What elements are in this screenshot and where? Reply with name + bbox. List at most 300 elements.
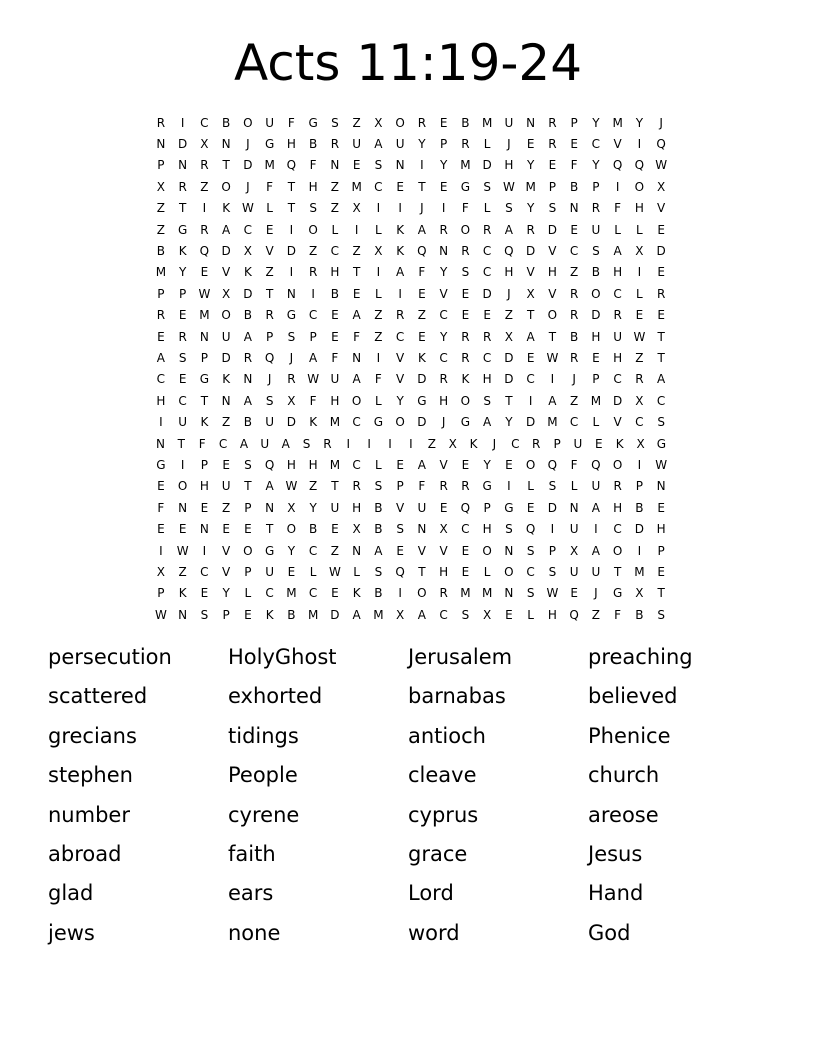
grid-letter: E: [461, 286, 470, 301]
grid-letter: A: [352, 607, 361, 622]
grid-letter: H: [591, 329, 601, 344]
grid-letter: N: [221, 137, 231, 152]
word-list-item: grace: [408, 841, 468, 866]
grid-letter: O: [591, 286, 601, 301]
grid-letter: J: [659, 115, 663, 130]
grid-letter: D: [504, 372, 514, 387]
grid-letter: U: [591, 222, 601, 237]
grid-letter: U: [265, 415, 275, 430]
grid-letter: T: [613, 564, 622, 579]
grid-letter: R: [200, 222, 209, 237]
grid-letter: F: [614, 607, 622, 622]
grid-letter: G: [264, 543, 275, 558]
grid-letter: O: [286, 522, 297, 537]
grid-row: [150, 540, 672, 561]
grid-letter: D: [526, 244, 536, 259]
grid-letter: O: [460, 393, 471, 408]
grid-letter: C: [265, 586, 274, 601]
grid-letter: S: [592, 244, 600, 259]
grid-letter: C: [374, 179, 383, 194]
grid-letter: S: [178, 350, 187, 365]
grid-letter: R: [482, 329, 492, 344]
grid-letter: C: [482, 265, 492, 280]
grid-letter: E: [526, 350, 535, 365]
grid-letter: O: [460, 222, 471, 237]
grid-letter: O: [221, 308, 231, 323]
word-list-item: faith: [228, 841, 276, 866]
grid-letter: W: [154, 607, 167, 622]
grid-letter: O: [634, 179, 645, 194]
grid-letter: E: [331, 586, 339, 601]
grid-letter: E: [244, 522, 252, 537]
grid-letter: T: [265, 286, 274, 301]
grid-letter: X: [396, 607, 405, 622]
grid-letter: O: [482, 543, 492, 558]
grid-letter: Z: [591, 607, 600, 622]
grid-letter: B: [570, 329, 579, 344]
grid-letter: C: [613, 286, 622, 301]
grid-letter: J: [246, 179, 250, 194]
grid-letter: B: [374, 586, 383, 601]
grid-letter: R: [656, 286, 666, 301]
word-list-item: exhorted: [228, 684, 323, 709]
grid-letter: E: [570, 222, 578, 237]
grid-letter: E: [461, 564, 470, 579]
grid-letter: R: [569, 286, 579, 301]
grid-letter: F: [287, 115, 295, 130]
grid-letter: E: [222, 457, 230, 472]
grid-letter: C: [613, 522, 622, 537]
grid-letter: C: [308, 308, 318, 323]
grid-letter: Z: [178, 564, 187, 579]
grid-letter: E: [200, 500, 209, 515]
grid-letter: O: [243, 543, 253, 558]
grid-letter: E: [287, 564, 296, 579]
grid-letter: Z: [352, 244, 361, 259]
grid-letter: D: [243, 158, 253, 173]
grid-letter: D: [591, 308, 601, 323]
grid-letter: A: [309, 350, 318, 365]
grid-letter: W: [241, 201, 254, 216]
grid-letter: E: [157, 479, 165, 494]
grid-letter: R: [439, 479, 448, 494]
grid-letter: W: [546, 350, 559, 365]
grid-letter: Y: [222, 586, 230, 601]
grid-letter: D: [243, 286, 253, 301]
grid-letter: W: [546, 586, 559, 601]
grid-letter: N: [352, 350, 362, 365]
grid-letter: H: [547, 607, 557, 622]
grid-letter: A: [222, 222, 231, 237]
grid-row: [150, 176, 672, 197]
grid-letter: Y: [526, 158, 535, 173]
grid-letter: E: [222, 522, 230, 537]
grid-row: [150, 476, 672, 497]
grid-letter: N: [243, 372, 253, 387]
grid-letter: B: [243, 415, 252, 430]
grid-letter: Z: [330, 179, 339, 194]
grid-letter: R: [352, 479, 361, 494]
grid-letter: D: [547, 500, 557, 515]
grid-letter: L: [570, 479, 578, 494]
grid-letter: Y: [483, 457, 491, 472]
grid-letter: M: [199, 308, 210, 323]
grid-letter: H: [547, 265, 557, 280]
grid-letter: E: [439, 115, 448, 130]
grid-letter: J: [594, 586, 598, 601]
grid-letter: J: [492, 436, 497, 451]
grid-letter: U: [352, 137, 362, 152]
grid-letter: W: [285, 479, 298, 494]
grid-letter: S: [374, 158, 383, 173]
grid-letter: Z: [374, 329, 383, 344]
word-list-item: believed: [588, 684, 678, 709]
grid-row: [150, 583, 672, 604]
grid-letter: G: [417, 393, 427, 408]
grid-letter: I: [637, 543, 642, 558]
grid-letter: I: [159, 415, 163, 430]
grid-letter: X: [635, 586, 644, 601]
grid-letter: E: [570, 586, 578, 601]
grid-letter: J: [572, 372, 576, 387]
grid-letter: U: [591, 479, 601, 494]
grid-row: [150, 518, 672, 539]
grid-letter: I: [637, 137, 642, 152]
grid-letter: C: [178, 393, 187, 408]
grid-letter: A: [526, 329, 535, 344]
grid-letter: N: [221, 393, 231, 408]
grid-letter: U: [260, 436, 270, 451]
grid-letter: U: [569, 564, 579, 579]
grid-letter: D: [504, 350, 514, 365]
grid-letter: X: [657, 179, 666, 194]
grid-letter: R: [323, 436, 332, 451]
grid-letter: F: [570, 158, 578, 173]
grid-letter: C: [308, 543, 318, 558]
grid-letter: I: [346, 436, 351, 451]
grid-letter: N: [439, 244, 449, 259]
grid-letter: H: [439, 564, 449, 579]
grid-letter: E: [657, 500, 665, 515]
grid-letter: M: [590, 393, 602, 408]
grid-letter: G: [612, 586, 623, 601]
grid-letter: Q: [547, 457, 558, 472]
grid-letter: T: [352, 265, 361, 280]
grid-letter: V: [222, 543, 231, 558]
grid-letter: I: [615, 179, 620, 194]
grid-letter: L: [483, 564, 491, 579]
grid-letter: F: [418, 479, 426, 494]
grid-letter: Q: [525, 522, 536, 537]
grid-letter: I: [550, 372, 555, 387]
grid-letter: K: [200, 415, 209, 430]
grid-letter: K: [178, 244, 187, 259]
grid-letter: I: [409, 436, 413, 451]
grid-letter: R: [526, 222, 535, 237]
grid-letter: Z: [352, 115, 361, 130]
grid-letter: R: [156, 308, 166, 323]
grid-letter: T: [178, 201, 187, 216]
grid-row: [150, 433, 672, 454]
grid-letter: R: [287, 372, 296, 387]
grid-letter: U: [504, 115, 514, 130]
grid-letter: X: [636, 436, 645, 451]
grid-letter: L: [636, 222, 643, 237]
grid-letter: T: [200, 393, 209, 408]
grid-letter: M: [329, 415, 341, 430]
grid-letter: R: [461, 244, 470, 259]
grid-letter: T: [222, 158, 230, 173]
grid-letter: U: [265, 564, 275, 579]
grid-letter: W: [655, 457, 668, 472]
grid-letter: T: [244, 479, 252, 494]
grid-letter: E: [439, 500, 448, 515]
grid-letter: G: [373, 415, 384, 430]
word-list-item: Jesus: [588, 841, 643, 866]
word-list-item: Hand: [588, 881, 644, 906]
grid-letter: Q: [395, 564, 405, 579]
grid-letter: I: [180, 115, 185, 130]
word-list-item: barnabas: [408, 684, 506, 709]
grid-letter: C: [511, 436, 520, 451]
grid-letter: M: [307, 607, 319, 622]
grid-row: [150, 497, 672, 518]
word-list-item: Jerusalem: [408, 645, 513, 669]
grid-letter: P: [157, 158, 165, 173]
word-list-item: tidings: [228, 723, 299, 748]
grid-letter: L: [375, 286, 382, 301]
grid-row: [150, 604, 672, 625]
grid-letter: I: [180, 457, 185, 472]
grid-letter: Q: [417, 244, 427, 259]
grid-letter: R: [548, 137, 557, 152]
grid-letter: A: [352, 308, 361, 323]
grid-letter: Y: [309, 500, 317, 515]
grid-row: [150, 240, 672, 261]
grid-row: [150, 133, 672, 154]
grid-letter: A: [591, 543, 600, 558]
grid-letter: S: [396, 522, 404, 537]
grid-letter: D: [417, 372, 427, 387]
grid-letter: U: [569, 522, 579, 537]
grid-letter: S: [526, 543, 535, 558]
grid-letter: E: [657, 222, 665, 237]
grid-letter: N: [199, 329, 209, 344]
grid-letter: V: [613, 415, 622, 430]
grid-letter: V: [222, 564, 231, 579]
grid-letter: W: [307, 372, 320, 387]
grid-letter: E: [418, 286, 426, 301]
grid-letter: D: [178, 137, 188, 152]
grid-letter: H: [504, 158, 514, 173]
grid-letter: S: [657, 607, 665, 622]
grid-letter: U: [573, 436, 583, 451]
grid-letter: D: [417, 415, 427, 430]
grid-letter: P: [244, 500, 252, 515]
grid-letter: G: [199, 372, 210, 387]
grid-letter: I: [398, 201, 402, 216]
grid-letter: L: [309, 564, 317, 579]
grid-letter: L: [483, 137, 491, 152]
letter-grid: [150, 112, 672, 625]
grid-letter: M: [525, 179, 536, 194]
grid-letter: M: [286, 586, 297, 601]
grid-letter: A: [483, 415, 492, 430]
grid-letter: E: [461, 543, 470, 558]
grid-letter: G: [156, 457, 166, 472]
grid-letter: I: [311, 286, 315, 301]
grid-letter: K: [417, 350, 426, 365]
grid-letter: Y: [526, 201, 535, 216]
grid-letter: D: [613, 393, 623, 408]
grid-letter: C: [352, 457, 361, 472]
grid-letter: E: [505, 457, 513, 472]
grid-letter: X: [156, 564, 165, 579]
grid-letter: C: [569, 244, 579, 259]
grid-letter: A: [613, 244, 622, 259]
grid-letter: S: [374, 479, 383, 494]
grid-letter: U: [178, 415, 188, 430]
word-list-item: cyrene: [228, 802, 300, 827]
grid-letter: I: [376, 265, 381, 280]
grid-row: [150, 305, 672, 326]
grid-letter: N: [504, 586, 514, 601]
grid-letter: R: [461, 479, 470, 494]
grid-letter: S: [657, 415, 665, 430]
grid-letter: X: [526, 286, 535, 301]
grid-letter: W: [502, 179, 515, 194]
word-list-item: abroad: [48, 841, 122, 866]
grid-letter: H: [286, 137, 296, 152]
word-list-item: ears: [228, 881, 274, 906]
grid-letter: C: [218, 436, 228, 451]
grid-letter: E: [635, 308, 644, 323]
grid-letter: E: [331, 308, 339, 323]
grid-letter: E: [157, 329, 165, 344]
grid-letter: Y: [439, 158, 448, 173]
grid-letter: Z: [635, 350, 644, 365]
grid-letter: Y: [592, 115, 600, 130]
grid-row: [150, 155, 672, 176]
grid-letter: T: [177, 436, 185, 451]
grid-letter: B: [309, 522, 318, 537]
grid-letter: S: [374, 564, 383, 579]
grid-letter: A: [374, 543, 383, 558]
grid-letter: S: [244, 457, 252, 472]
grid-letter: F: [309, 158, 317, 173]
grid-letter: B: [222, 115, 231, 130]
grid-letter: S: [302, 436, 311, 451]
grid-row: [150, 347, 672, 368]
grid-letter: X: [222, 286, 231, 301]
grid-letter: P: [309, 329, 317, 344]
page-title: Acts 11:19-24: [233, 34, 583, 92]
grid-letter: R: [308, 265, 318, 280]
grid-letter: S: [548, 479, 557, 494]
grid-letter: E: [657, 564, 665, 579]
grid-letter: T: [526, 308, 535, 323]
grid-letter: F: [461, 201, 469, 216]
grid-letter: F: [353, 329, 361, 344]
grid-letter: L: [375, 222, 382, 237]
grid-letter: B: [570, 179, 579, 194]
grid-letter: H: [330, 265, 340, 280]
grid-letter: Z: [330, 543, 339, 558]
grid-letter: S: [200, 607, 209, 622]
grid-letter: R: [265, 308, 274, 323]
word-list-item: Phenice: [588, 723, 671, 748]
grid-letter: O: [243, 115, 253, 130]
grid-letter: V: [548, 244, 557, 259]
grid-letter: V: [526, 265, 535, 280]
grid-letter: I: [398, 286, 402, 301]
grid-row: [150, 198, 672, 219]
grid-letter: Z: [570, 265, 579, 280]
grid-letter: U: [613, 329, 623, 344]
word-list-item: jews: [48, 920, 95, 945]
grid-letter: A: [417, 222, 426, 237]
grid-letter: Q: [634, 158, 645, 173]
grid-letter: M: [329, 457, 341, 472]
grid-letter: S: [505, 522, 513, 537]
grid-letter: A: [417, 607, 426, 622]
grid-letter: T: [548, 329, 557, 344]
word-list-item: People: [228, 763, 298, 788]
word-list-item: antioch: [408, 723, 486, 748]
grid-letter: M: [481, 115, 493, 130]
grid-letter: G: [460, 179, 471, 194]
grid-letter: N: [569, 500, 579, 515]
grid-letter: S: [483, 393, 491, 408]
grid-letter: I: [441, 201, 446, 216]
grid-letter: N: [265, 500, 275, 515]
grid-letter: E: [526, 500, 535, 515]
grid-letter: D: [221, 244, 231, 259]
grid-letter: K: [178, 586, 187, 601]
word-list-item: cleave: [408, 763, 477, 788]
grid-letter: P: [592, 179, 600, 194]
grid-letter: H: [286, 457, 296, 472]
word-list-item: cyprus: [408, 802, 479, 827]
grid-letter: K: [222, 372, 231, 387]
grid-letter: P: [483, 500, 491, 515]
grid-letter: F: [418, 265, 426, 280]
grid-letter: R: [613, 479, 622, 494]
grid-row: [150, 262, 672, 283]
grid-letter: Q: [656, 137, 666, 152]
grid-letter: A: [352, 372, 361, 387]
grid-letter: X: [243, 244, 252, 259]
grid-letter: R: [591, 201, 601, 216]
grid-letter: X: [352, 522, 361, 537]
grid-letter: N: [178, 607, 188, 622]
grid-letter: I: [354, 222, 359, 237]
grid-letter: H: [352, 500, 362, 515]
grid-row: [150, 369, 672, 390]
grid-letter: X: [287, 500, 296, 515]
grid-letter: B: [374, 500, 383, 515]
grid-letter: B: [309, 137, 318, 152]
grid-letter: E: [526, 137, 535, 152]
grid-letter: A: [265, 479, 274, 494]
grid-letter: E: [396, 543, 404, 558]
grid-letter: C: [461, 522, 470, 537]
grid-letter: Y: [439, 265, 448, 280]
grid-letter: C: [591, 137, 601, 152]
grid-letter: R: [200, 158, 209, 173]
grid-letter: R: [243, 350, 253, 365]
grid-letter: P: [396, 479, 404, 494]
